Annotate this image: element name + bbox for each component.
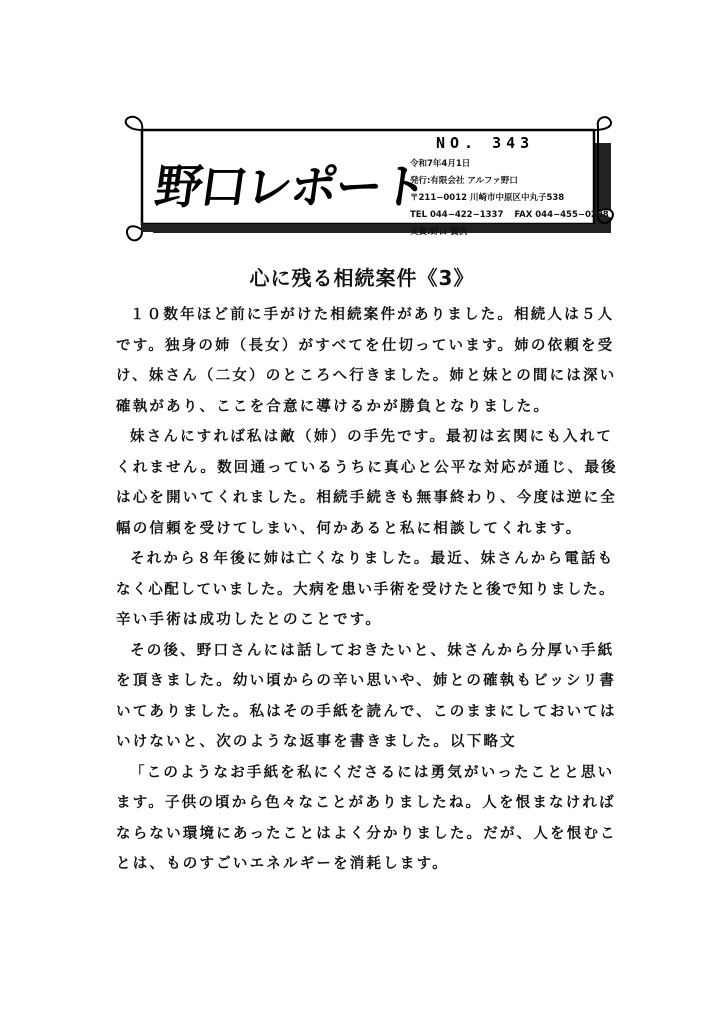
address: 〒211−0012 川崎市中原区中丸子538 bbox=[410, 193, 565, 203]
publisher: 発行:有限会社 アルファ野口 bbox=[410, 176, 518, 186]
article-line: 幅の信頼を受けてしまい、何かあると私に相談してくれます。 bbox=[116, 520, 583, 537]
article-line: それから８年後に姉は亡くなりました。最近、妹さんから電話も bbox=[130, 551, 615, 567]
article-line: 「このようなお手紙を私にくださるには勇気がいったことと思い bbox=[130, 764, 615, 781]
article-line: １０数年ほど前に手がけた相続案件がありました。相続人は５人 bbox=[130, 307, 615, 323]
article-line: を頂きました。幼い頃からの辛い思いや、姉との確執もビッシリ書 bbox=[116, 673, 617, 689]
header-banner bbox=[118, 112, 618, 254]
contact-row bbox=[410, 207, 610, 224]
issue-date: 令和7年4月1日 bbox=[410, 159, 471, 169]
article-line: は心を開いてくれました。相続手続きも無事終わり、今度は逆に全 bbox=[116, 490, 617, 506]
article-line: くれません。数回通っているうちに真心と公平な対応が通じ、最後 bbox=[116, 459, 618, 476]
article-body bbox=[116, 300, 616, 880]
article-line: その後、野口さんには話しておきたいと、妹さんから分厚い手紙 bbox=[130, 642, 615, 659]
author: 文責:野口 賢次 bbox=[410, 227, 468, 237]
article-line: け、妹さん（二女）のところへ行きました。姉と妹との間には深い bbox=[116, 368, 617, 384]
publisher-info bbox=[410, 156, 610, 241]
article-line: 辛い手術は成功したとのことです。 bbox=[116, 612, 383, 628]
article-line: いてありました。私はその手紙を読んで、このままにしておいては bbox=[116, 703, 617, 720]
telephone: TEL 044−422−1337 bbox=[410, 210, 504, 220]
fax: FAX 044−455−0208 bbox=[514, 210, 609, 220]
article-line: ならない環境にあったことはよく分かりました。だが、人を恨むこ bbox=[116, 825, 617, 842]
article-line: とは、ものすごいエネルギーを消耗します。 bbox=[116, 856, 449, 872]
article-title: 心に残る相続案件《3》 bbox=[249, 266, 475, 290]
article-line: いけないと、次のような返事を書きました。以下略文 bbox=[116, 734, 517, 750]
newsletter-title: 野口レポート bbox=[151, 160, 430, 215]
article-line: なく心配していました。大病を患い手術を受けたと後で知りました。 bbox=[116, 581, 616, 598]
article-line: です。独身の姉（長女）がすべてを仕切っています。姉の依頼を受 bbox=[116, 337, 615, 354]
issue-number: NO. 343 bbox=[436, 134, 535, 152]
article-line: ます。子供の頃から色々なことがありましたね。人を恨まなければ bbox=[116, 795, 616, 811]
article-line: 妹さんにすれば私は敵（姉）の手先です。最初は玄関にも入れて bbox=[130, 429, 614, 445]
article-line: 確執があり、ここを合意に導けるかが勝負となりました。 bbox=[116, 398, 551, 415]
